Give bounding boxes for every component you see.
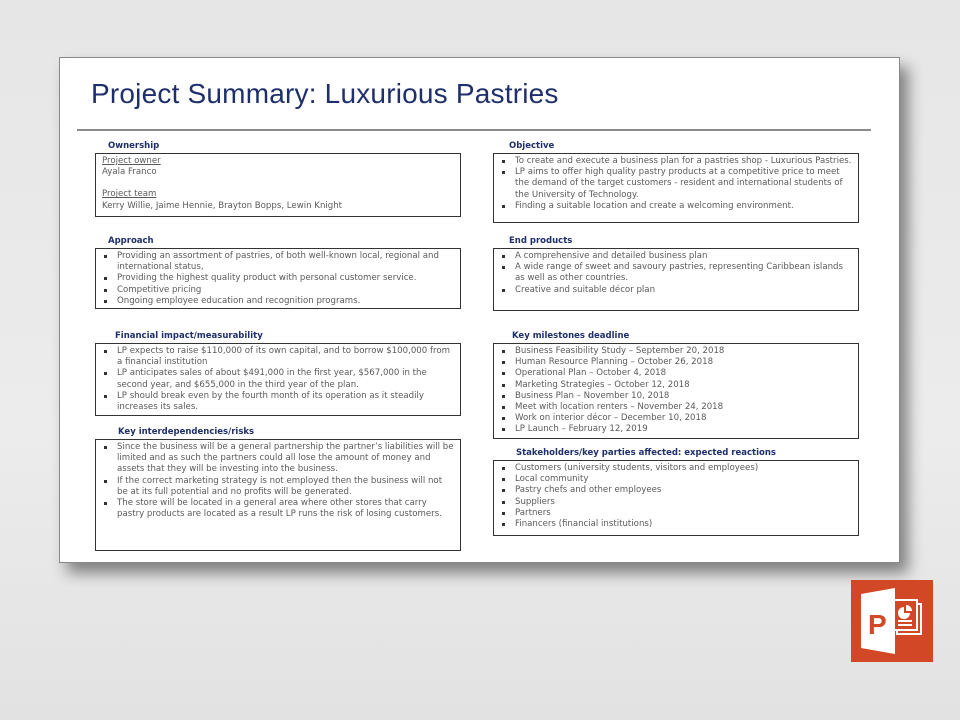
list-item: Human Resource Planning – October 26, 2018: [500, 357, 852, 368]
list-item: A wide range of sweet and savoury pastries, representing Caribbean islands as well as other countries.: [500, 262, 852, 284]
list-item: The store will be located in a general area where other stores that carry pastry products are located as a result LP runs the risk of losing customers.: [102, 498, 454, 520]
list-item: Operational Plan – October 4, 2018: [500, 368, 852, 379]
list-item: Suppliers: [500, 497, 852, 508]
powerpoint-icon: [851, 580, 933, 662]
objective-box: [493, 153, 859, 223]
list-item: Customers (university students, visitors and employees): [500, 463, 852, 474]
list-item: LP should break even by the fourth month of its operation as it steadily increases its sales.: [102, 391, 454, 413]
project-owner-label: Project owner: [102, 156, 161, 166]
project-team-value: Kerry Willie, Jaime Hennie, Brayton Bopps, Lewin Knight: [102, 200, 343, 211]
list-item: Work on interior décor – December 10, 2018: [500, 413, 852, 424]
financial-box: [95, 343, 461, 416]
list-item: LP Launch – February 12, 2019: [500, 424, 852, 435]
financial-list: [102, 346, 454, 413]
list-item: Providing the highest quality product with personal customer service.: [102, 273, 454, 284]
milestones-box: [493, 343, 859, 439]
stakeholders-list: [500, 463, 852, 530]
list-item: Business Feasibility Study – September 20, 2018: [500, 346, 852, 357]
stakeholders-box: [493, 460, 859, 536]
ownership-box: [95, 153, 461, 217]
list-item: LP expects to raise $110,000 of its own capital, and to borrow $100,000 from a financial institution: [102, 346, 454, 368]
risks-label: Key interdependencies/risks: [118, 427, 255, 437]
list-item: Pastry chefs and other employees: [500, 485, 852, 496]
list-item: Ongoing employee education and recognition programs.: [102, 296, 454, 307]
project-team-label: Project team: [102, 189, 157, 200]
slide: [59, 57, 900, 563]
list-item: Competitive pricing: [102, 285, 454, 296]
svg-text:P: P: [868, 609, 887, 640]
milestones-label: Key milestones deadline: [512, 331, 630, 341]
risks-box: [95, 439, 461, 551]
end-products-label: End products: [509, 236, 573, 246]
objective-list: [500, 156, 852, 212]
project-owner-value: Ayala Franco: [102, 167, 157, 178]
end-products-list: [500, 251, 852, 296]
approach-list: [102, 251, 454, 307]
list-item: LP aims to offer high quality pastry products at a competitive price to meet the demand of the target customers - resident and international students of the University of Technology.: [500, 167, 852, 201]
list-item: Local community: [500, 474, 852, 485]
milestones-list: [500, 346, 852, 436]
list-item: Providing an assortment of pastries, of both well-known local, regional and international status,: [102, 251, 454, 273]
list-item: To create and execute a business plan for a pastries shop - Luxurious Pastries.: [500, 156, 852, 167]
list-item: Meet with location renters – November 24, 2018: [500, 402, 852, 413]
list-item: A comprehensive and detailed business plan: [500, 251, 852, 262]
objective-label: Objective: [509, 141, 555, 151]
list-item: Creative and suitable décor plan: [500, 285, 852, 296]
approach-label: Approach: [108, 236, 154, 246]
list-item: If the correct marketing strategy is not employed then the business will not be at its full potential and no profits will be generated.: [102, 476, 454, 498]
end-products-box: [493, 248, 859, 311]
stakeholders-label: Stakeholders/key parties affected: expected reactions: [516, 448, 776, 458]
powerpoint-logo-svg: [851, 580, 933, 662]
approach-box: [95, 248, 461, 309]
risks-list: [102, 442, 454, 520]
ownership-label: Ownership: [108, 141, 160, 151]
slide-title: Project Summary: Luxurious Pastries: [91, 78, 559, 109]
list-item: LP anticipates sales of about $491,000 in the first year, $567,000 in the second year, and $655,000 in the third year of the plan.: [102, 368, 454, 390]
list-item: Finding a suitable location and create a welcoming environment.: [500, 201, 852, 212]
list-item: Partners: [500, 508, 852, 519]
list-item: Business Plan – November 10, 2018: [500, 391, 852, 402]
list-item: Marketing Strategies – October 12, 2018: [500, 380, 852, 391]
title-divider: [77, 129, 871, 131]
list-item: Since the business will be a general partnership the partner’s liabilities will be limited and as such the partners could all lose the amount of money and assets that they will be investing into the business.: [102, 442, 454, 476]
list-item: Financers (financial institutions): [500, 519, 852, 530]
financial-label: Financial impact/measurability: [115, 331, 263, 341]
